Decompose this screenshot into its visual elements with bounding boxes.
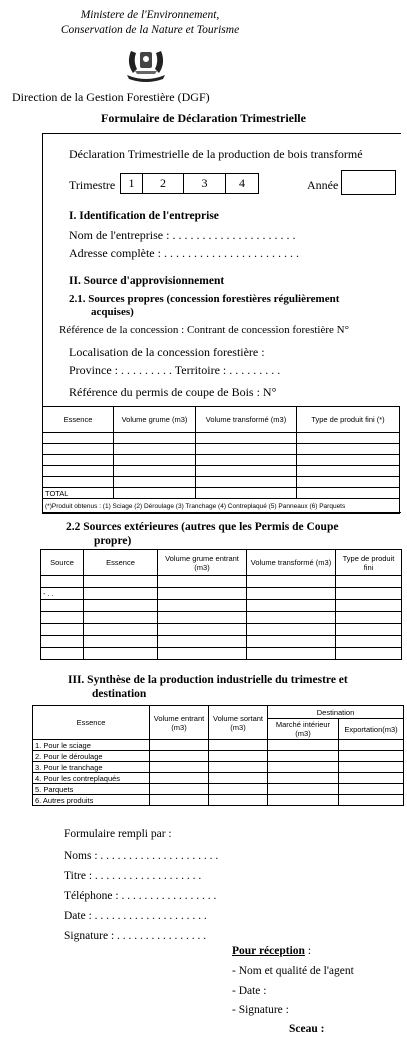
permis-coupe-field[interactable]: Référence du permis de coupe de Bois : N°: [69, 385, 277, 399]
titre-field[interactable]: Titre : . . . . . . . . . . . . . . . . . . .: [64, 870, 202, 882]
table-row: 2. Pour le déroulage: [33, 751, 404, 762]
synthesis-table: [32, 705, 404, 806]
quarter-box-4[interactable]: 4: [225, 173, 259, 194]
table-row: 4. Pour les contreplaqués: [33, 773, 404, 784]
table-row: [41, 588, 402, 600]
table-row: [43, 455, 400, 466]
ministry-line-2: Conservation de la Nature et Tourisme: [60, 24, 240, 36]
table-row: [41, 600, 402, 612]
reception-colon: :: [304, 945, 312, 957]
col-destination: Destination: [268, 706, 404, 719]
col-essence-2: Essence: [84, 550, 158, 576]
total-label: TOTAL: [43, 488, 114, 499]
noms-field[interactable]: Noms : . . . . . . . . . . . . . . . . . . . . .: [64, 850, 219, 862]
telephone-field[interactable]: Téléphone : . . . . . . . . . . . . . . . . .: [64, 890, 217, 902]
col-volume-grume: Volume grume (m3): [114, 407, 196, 433]
section1-title: I. Identification de l'entreprise: [69, 210, 219, 222]
product-footnote: (*)Produit obtenus : (1) Sciage (2) Déroulage (3) Tranchage (4) Contreplaqué (5) Panneaux (6) Parquets: [43, 499, 400, 514]
table-row: [43, 433, 400, 444]
date-reception-field[interactable]: - Date :: [232, 985, 267, 997]
sceau-label: Sceau :: [289, 1023, 325, 1035]
col-volume-transforme-2: Volume transformé (m3): [247, 550, 336, 576]
section22-line1: 2.2 Sources extérieures (autres que les Permis de Coupe: [66, 521, 339, 533]
col-volume-transforme: Volume transformé (m3): [196, 407, 297, 433]
coat-of-arms-emblem: [123, 45, 169, 83]
adresse-field[interactable]: Adresse complète : . . . . . . . . . . . . . . . . . . . . . . .: [69, 246, 299, 260]
col-essence: Essence: [43, 407, 114, 433]
section3-line2: destination: [92, 688, 147, 700]
section3-line1: III. Synthèse de la production industrielle du trimestre et: [68, 674, 348, 686]
reception-heading: [232, 945, 311, 957]
reception-title: Pour réception: [232, 945, 305, 957]
rempli-par-label: Formulaire rempli par :: [64, 828, 172, 840]
localisation-label: Localisation de la concession forestière :: [69, 345, 265, 359]
section21-line2: acquises): [91, 306, 134, 318]
table-row: 5. Parquets: [33, 784, 404, 795]
form-title: Formulaire de Déclaration Trimestrielle: [101, 111, 306, 125]
col-volume-entrant: Volume grume entrant (m3): [158, 550, 247, 576]
col-volume-sortant-3: Volume sortant (m3): [209, 706, 268, 740]
total-row: [43, 488, 400, 499]
table-row: [41, 624, 402, 636]
table-row: [43, 477, 400, 488]
quarter-box-3[interactable]: 3: [183, 173, 226, 194]
col-marche-interieur: Marché intérieur (m3): [268, 719, 339, 740]
external-sources-table: [40, 549, 402, 660]
signature-reception-field[interactable]: - Signature :: [232, 1004, 289, 1016]
col-type-produit: Type de produit fini (*): [297, 407, 400, 433]
col-essence-3: Essence: [33, 706, 150, 740]
annee-label: Année: [307, 178, 339, 192]
table-row: [41, 576, 402, 588]
signature-field[interactable]: Signature : . . . . . . . . . . . . . . . .: [64, 930, 207, 942]
quarter-box-1[interactable]: 1: [120, 173, 143, 194]
quarter-box-2[interactable]: 2: [142, 173, 184, 194]
section21-line1: 2.1. Sources propres (concession forestières régulièrement: [69, 293, 340, 305]
province-territoire-field[interactable]: Province : . . . . . . . . . Territoire : . . . . . . . . .: [69, 363, 281, 377]
table-row: 6. Autres produits: [33, 795, 404, 806]
direction-label: Direction de la Gestion Forestière (DGF): [12, 90, 210, 104]
section2-title: II. Source d'approvisionnement: [69, 275, 225, 287]
col-exportation: Exportation(m3): [339, 719, 404, 740]
col-source: Source: [41, 550, 84, 576]
section22-line2: propre): [94, 535, 132, 547]
table-row: [43, 466, 400, 477]
production-table: [42, 406, 400, 514]
trimestre-label: Trimestre: [69, 178, 116, 192]
nom-entreprise-field[interactable]: Nom de l'entreprise : . . . . . . . . . . . . . . . . . . . . .: [69, 228, 296, 242]
ministry-line-1: Ministere de l'Environnement,: [80, 9, 220, 21]
col-volume-entrant-3: Volume entrant (m3): [150, 706, 209, 740]
table-row: [43, 444, 400, 455]
col-type-produit-2: Type de produit fini: [336, 550, 402, 576]
annee-input[interactable]: [341, 170, 396, 195]
table-row: 1. Pour le sciage: [33, 740, 404, 751]
table-row: [41, 648, 402, 660]
declaration-title: Déclaration Trimestrielle de la production de bois transformé: [69, 147, 363, 161]
nom-agent-field[interactable]: - Nom et qualité de l'agent: [232, 965, 354, 977]
table-row: [41, 636, 402, 648]
table-row: [41, 612, 402, 624]
dash-cell: - . .: [41, 588, 84, 600]
reference-concession: Référence de la concession : Contrant de concession forestière N°: [59, 324, 349, 336]
date-field[interactable]: Date : . . . . . . . . . . . . . . . . . . . .: [64, 910, 207, 922]
ministry-header: [0, 8, 300, 38]
table-row: 3. Pour le tranchage: [33, 762, 404, 773]
